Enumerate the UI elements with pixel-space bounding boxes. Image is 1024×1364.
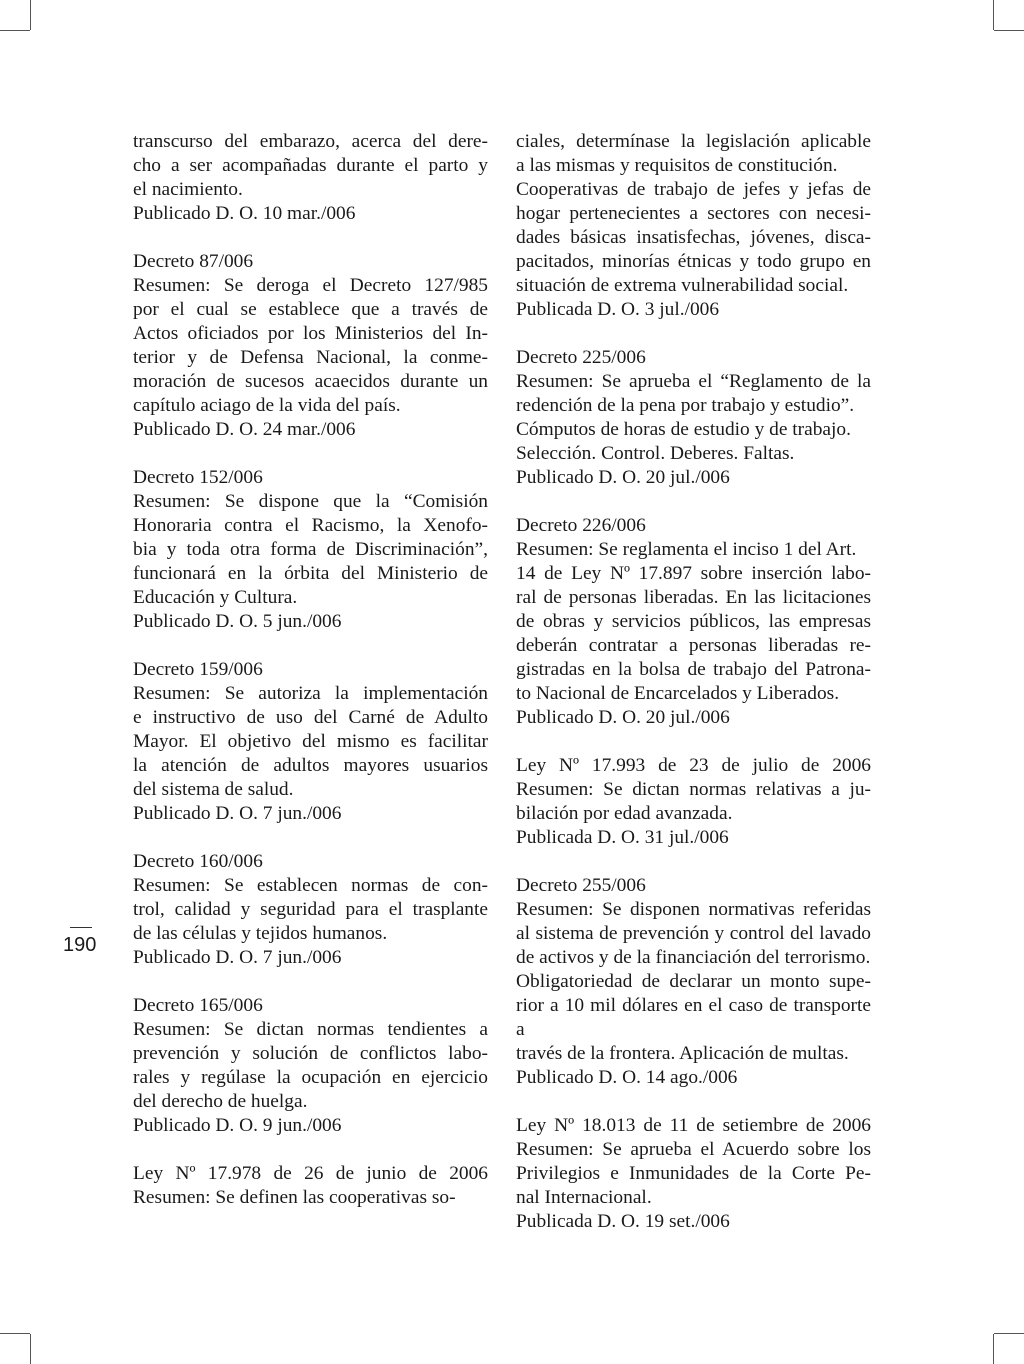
entry-line: Selección. Control. Deberes. Faltas. [516, 443, 795, 464]
crop-mark-top-left-v [30, 0, 31, 30]
entry-line: cho a ser acompañadas durante el parto y [133, 155, 488, 176]
entry-line: ciales, determínase la legislación aplicable [516, 131, 871, 152]
entry-line: Mayor. El objetivo del mismo es facilitar [133, 731, 488, 752]
entry-line: pacitados, minorías étnicas y todo grupo en [516, 251, 871, 272]
entry-line: Resumen: Se autoriza la implementación [133, 683, 488, 704]
entry-line: Honoraria contra el Racismo, la Xenofo- [133, 515, 488, 536]
entry [516, 346, 871, 490]
entry-line: Resumen: Se establecen normas de con- [133, 875, 488, 896]
entry-line: terior y de Defensa Nacional, la conme- [133, 347, 488, 368]
entry-line: al sistema de prevención y control del lavado [516, 923, 871, 944]
right-column [516, 130, 871, 1258]
entry [133, 466, 488, 634]
entry-line: moración de sucesos acaecidos durante un [133, 371, 488, 392]
entry-line: to Nacional de Encarcelados y Liberados. [516, 683, 840, 704]
crop-mark-bottom-right-h [994, 1333, 1024, 1334]
entry-line: Decreto 165/006 [133, 995, 263, 1016]
entry-line: ral de personas liberadas. En las licitaciones [516, 587, 871, 608]
entry-line: rior a 10 mil dólares en el caso de transporte a [516, 995, 871, 1040]
entry-line: Publicado D. O. 14 ago./006 [516, 1067, 738, 1088]
entry-line: Publicada D. O. 3 jul./006 [516, 299, 720, 320]
entry [516, 130, 871, 322]
entry-line: Ley Nº 17.993 de 23 de julio de 2006 [516, 755, 871, 776]
entry-line: del sistema de salud. [133, 779, 294, 800]
entry-line: Publicado D. O. 20 jul./006 [516, 467, 730, 488]
entry-line: Decreto 152/006 [133, 467, 263, 488]
entry [133, 994, 488, 1138]
entry-line: Publicado D. O. 7 jun./006 [133, 803, 342, 824]
entry-line: Publicada D. O. 31 jul./006 [516, 827, 729, 848]
entry [516, 874, 871, 1090]
entry-line: Publicado D. O. 24 mar./006 [133, 419, 356, 440]
entry-line: Decreto 159/006 [133, 659, 263, 680]
entry-line: Decreto 225/006 [516, 347, 646, 368]
entry-line: Publicado D. O. 7 jun./006 [133, 947, 342, 968]
entry [133, 130, 488, 226]
entry-line: Resumen: Se dispone que la “Comisión [133, 491, 488, 512]
entry-line: Publicado D. O. 9 jun./006 [133, 1115, 342, 1136]
left-column [133, 130, 488, 1234]
entry [133, 658, 488, 826]
page-number-rule [70, 927, 92, 928]
entry [516, 514, 871, 730]
entry [516, 754, 871, 850]
entry [133, 250, 488, 442]
entry-line: Privilegios e Inmunidades de la Corte Pe- [516, 1163, 871, 1184]
entry-line: Resumen: Se definen las cooperativas so- [133, 1187, 456, 1208]
entry-line: Cómputos de horas de estudio y de trabajo. [516, 419, 851, 440]
entry-line: través de la frontera. Aplicación de multas. [516, 1043, 849, 1064]
entry-line: gistradas en la bolsa de trabajo del Patrona- [516, 659, 871, 680]
entry [133, 1162, 488, 1210]
entry-line: Publicado D. O. 5 jun./006 [133, 611, 342, 632]
entry-line: Obligatoriedad de declarar un monto supe- [516, 971, 871, 992]
entry-line: e instructivo de uso del Carné de Adulto [133, 707, 488, 728]
entry-line: prevención y solución de conflictos labo- [133, 1043, 488, 1064]
crop-mark-top-left-h [0, 30, 30, 31]
entry-line: el nacimiento. [133, 179, 243, 200]
entry-line: de activos y de la financiación del terrorismo. [516, 947, 871, 968]
entry-line: 14 de Ley Nº 17.897 sobre inserción labo- [516, 563, 871, 584]
entry-line: Resumen: Se disponen normativas referidas [516, 899, 871, 920]
entry-line: del derecho de huelga. [133, 1091, 308, 1112]
entry-line: Ley Nº 18.013 de 11 de setiembre de 2006 [516, 1115, 871, 1136]
entry-line: situación de extrema vulnerabilidad social. [516, 275, 849, 296]
entry-line: a las mismas y requisitos de constitución. [516, 155, 838, 176]
entry-line: Resumen: Se reglamenta el inciso 1 del Art. [516, 539, 857, 560]
entry-line: Cooperativas de trabajo de jefes y jefas de [516, 179, 871, 200]
entry-line: capítulo aciago de la vida del país. [133, 395, 401, 416]
entry-line: transcurso del embarazo, acerca del dere- [133, 131, 488, 152]
entry-line: rales y regúlase la ocupación en ejercicio [133, 1067, 488, 1088]
entry-line: bia y toda otra forma de Discriminación”, [133, 539, 488, 560]
entry-line: la atención de adultos mayores usuarios [133, 755, 488, 776]
entry-line: Resumen: Se aprueba el “Reglamento de la [516, 371, 871, 392]
entry-line: dades básicas insatisfechas, jóvenes, disca- [516, 227, 871, 248]
entry-line: hogar pertenecientes a sectores con necesi- [516, 203, 871, 224]
entry [133, 850, 488, 970]
entry-line: Publicada D. O. 19 set./006 [516, 1211, 730, 1232]
entry-line: Resumen: Se dictan normas tendientes a [133, 1019, 488, 1040]
entry-line: Decreto 255/006 [516, 875, 646, 896]
entry-line: redención de la pena por trabajo y estudio”. [516, 395, 855, 416]
entry-line: de las células y tejidos humanos. [133, 923, 388, 944]
entry-line: Decreto 87/006 [133, 251, 254, 272]
entry-line: Publicado D. O. 20 jul./006 [516, 707, 730, 728]
entry-line: trol, calidad y seguridad para el trasplante [133, 899, 488, 920]
entry [516, 1114, 871, 1234]
page-number: 190 [63, 934, 97, 956]
crop-mark-top-right-h [994, 30, 1024, 31]
entry-line: nal Internacional. [516, 1187, 652, 1208]
crop-mark-bottom-right-v [993, 1334, 994, 1364]
crop-mark-top-right-v [993, 0, 994, 30]
entry-line: deberán contratar a personas liberadas re- [516, 635, 871, 656]
entry-line: Educación y Cultura. [133, 587, 298, 608]
entry-line: funcionará en la órbita del Ministerio de [133, 563, 488, 584]
crop-mark-bottom-left-v [30, 1334, 31, 1364]
entry-line: Decreto 226/006 [516, 515, 646, 536]
entry-line: Ley Nº 17.978 de 26 de junio de 2006 [133, 1163, 488, 1184]
entry-line: Decreto 160/006 [133, 851, 263, 872]
crop-mark-bottom-left-h [0, 1333, 30, 1334]
entry-line: Resumen: Se deroga el Decreto 127/985 [133, 275, 488, 296]
entry-line: de obras y servicios públicos, las empresas [516, 611, 871, 632]
entry-line: por el cual se establece que a través de [133, 299, 488, 320]
entry-line: Resumen: Se dictan normas relativas a ju- [516, 779, 871, 800]
entry-line: Actos oficiados por los Ministerios del In- [133, 323, 488, 344]
entry-line: bilación por edad avanzada. [516, 803, 733, 824]
entry-line: Publicado D. O. 10 mar./006 [133, 203, 356, 224]
entry-line: Resumen: Se aprueba el Acuerdo sobre los [516, 1139, 871, 1160]
